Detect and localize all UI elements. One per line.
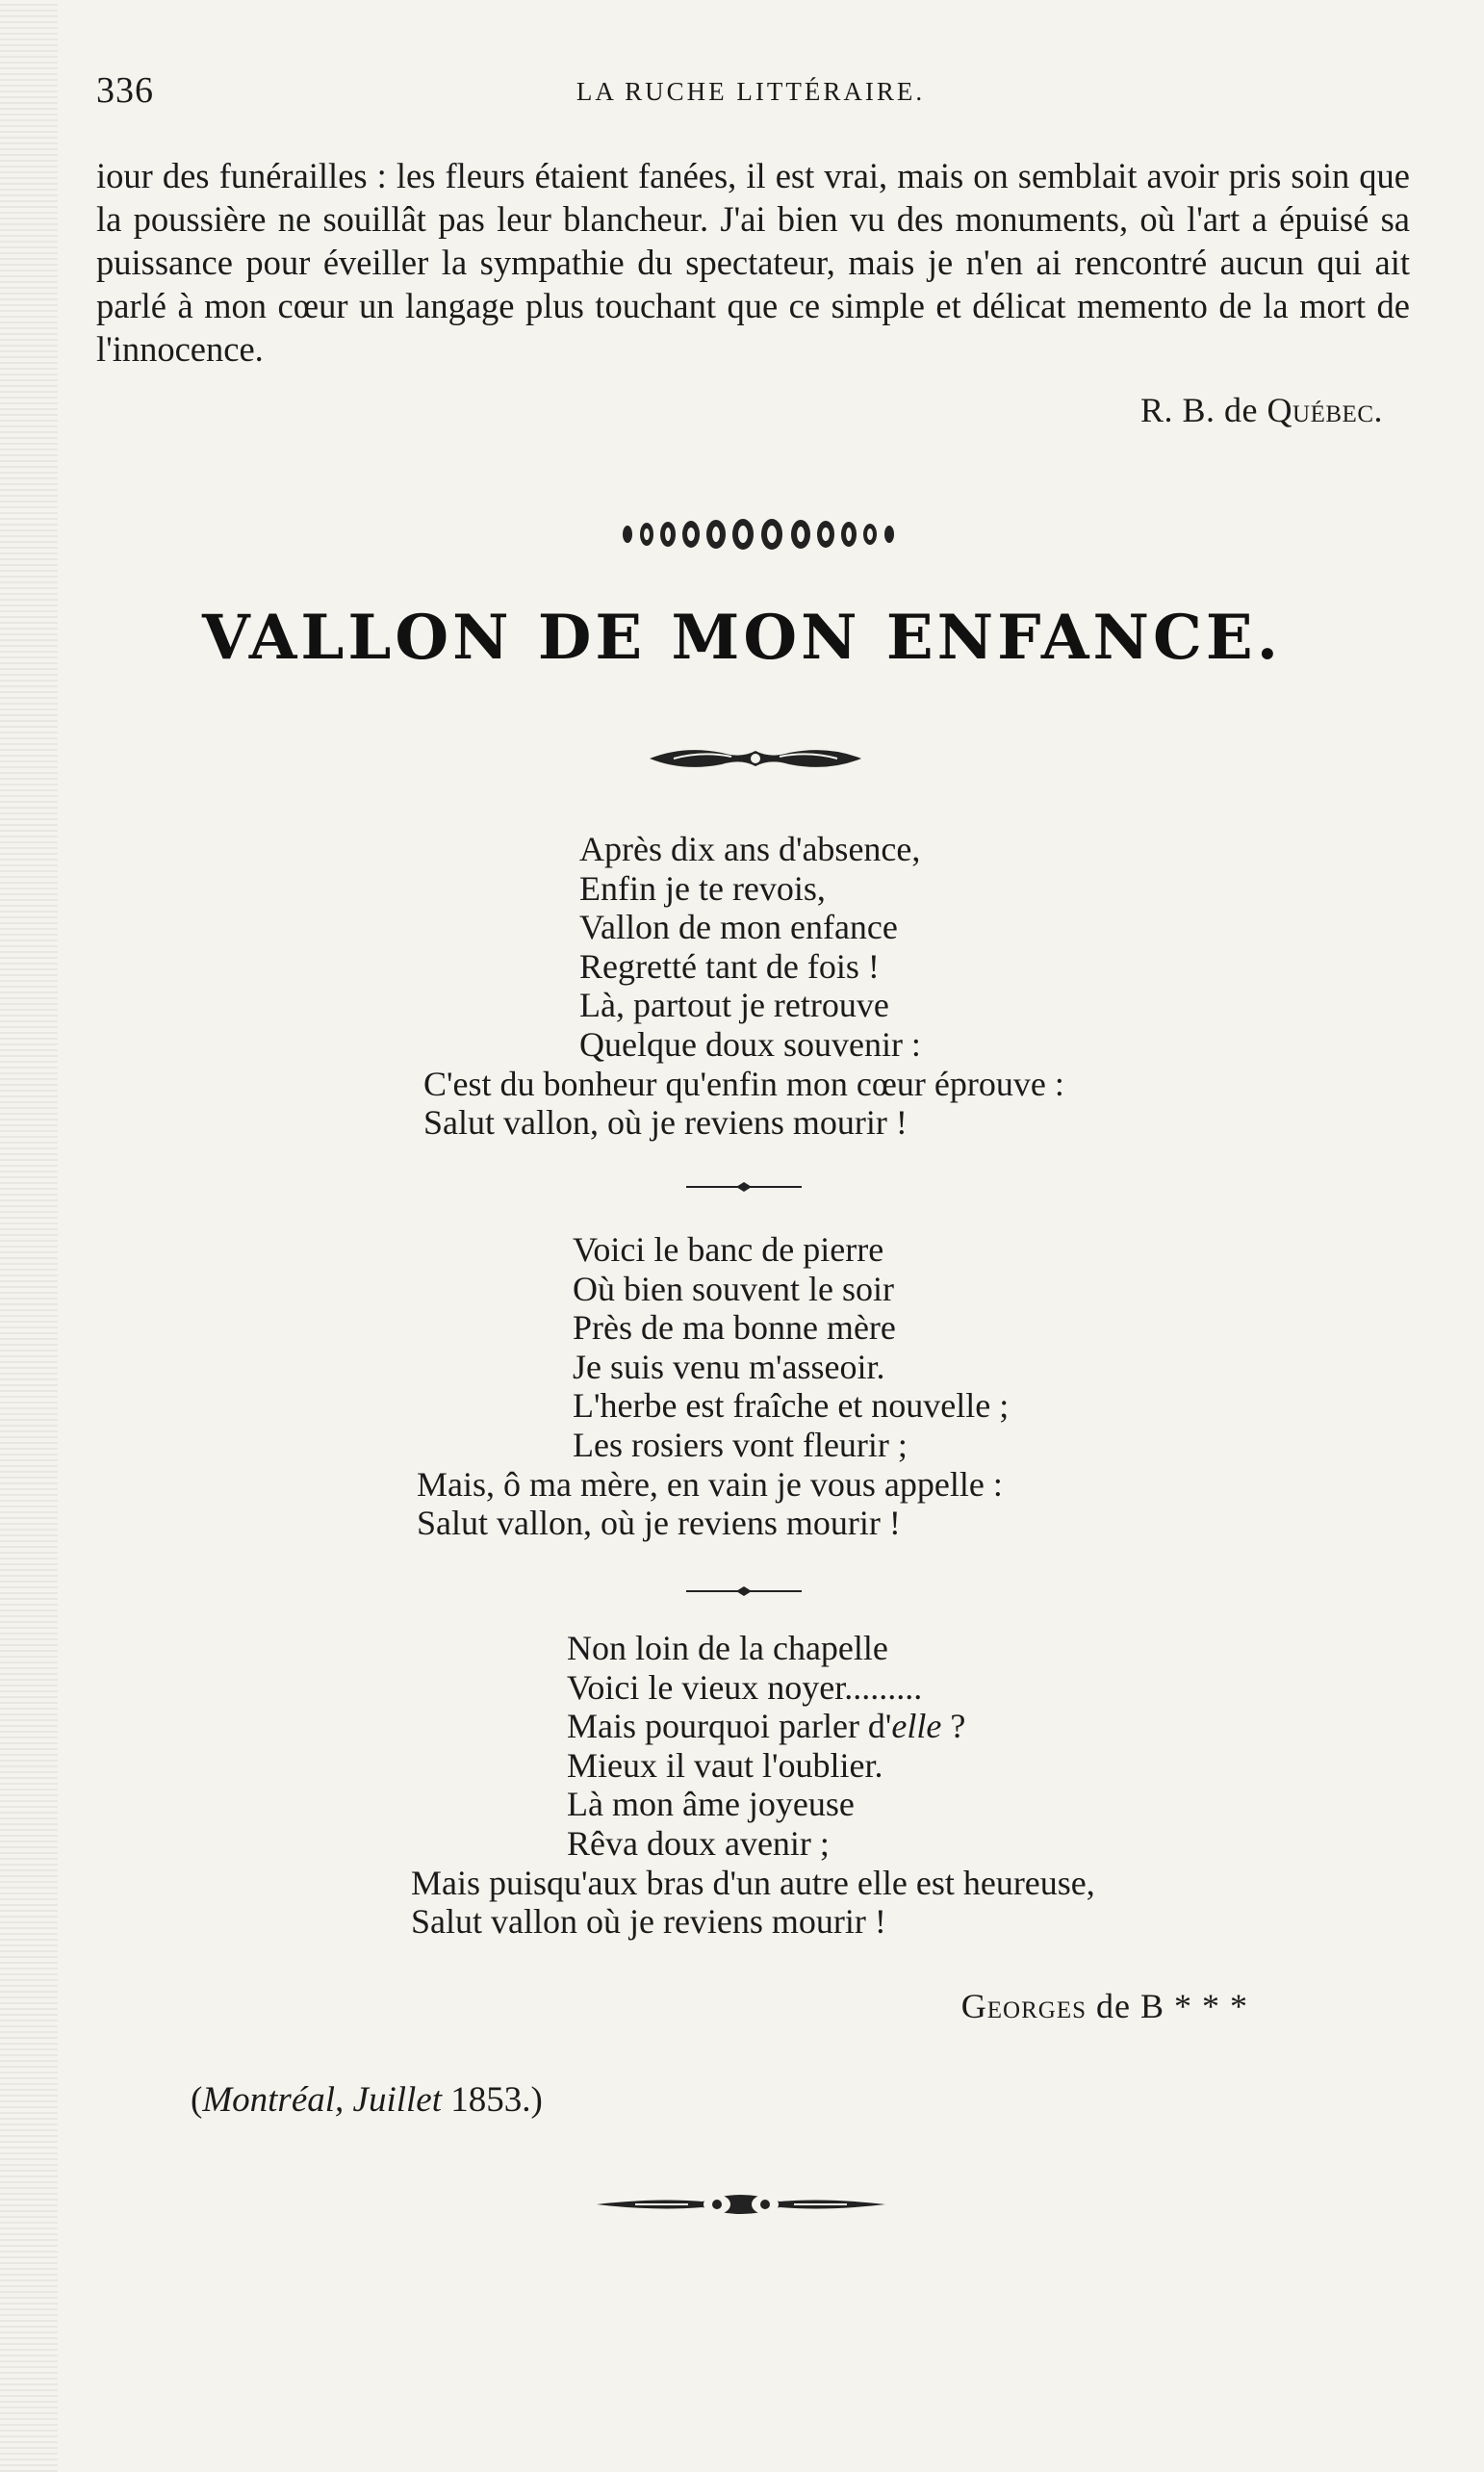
stanza-line: C'est du bonheur qu'enfin mon cœur éprouve :	[423, 1064, 1064, 1103]
author-rest: de B * * *	[1096, 1987, 1248, 2025]
stanza-line: Mais puisqu'aux bras d'un autre elle est heureuse,	[411, 1863, 1095, 1902]
stanza-line: Rêva doux avenir ;	[567, 1823, 830, 1863]
running-head: LA RUCHE LITTÉRAIRE.	[576, 77, 926, 106]
poem-stanza-2	[417, 1230, 1009, 1543]
signature-initials: R. B. de	[1140, 391, 1259, 429]
top-ornament-icon	[616, 515, 905, 554]
stanza-line: Les rosiers vont fleurir ;	[573, 1425, 908, 1464]
line-punctuation: ?	[941, 1707, 966, 1746]
poem-author	[961, 1986, 1248, 2026]
poem-title: VALLON DE MON ENFANCE.	[202, 602, 1282, 674]
dateline-year: 1853.)	[442, 2080, 543, 2120]
line-text: Mais pourquoi parler d'	[567, 1707, 892, 1746]
stanza-line: Voici le vieux noyer.........	[567, 1667, 923, 1707]
stanza-line	[411, 1707, 1095, 1746]
poem-stanza-1	[423, 830, 1064, 1143]
stanza-line: Quelque doux souvenir :	[579, 1024, 921, 1064]
stanza-line: Là, partout je retrouve	[579, 986, 889, 1025]
stanza-line: Non loin de la chapelle	[567, 1629, 888, 1667]
stanza-line: Voici le banc de pierre	[573, 1230, 884, 1269]
dateline-place: Montréal, Juillet	[202, 2080, 442, 2120]
bottom-ornament-icon	[597, 2180, 885, 2228]
stanza-line: Mais, ô ma mère, en vain je vous appelle :	[417, 1464, 1003, 1504]
stanza-line: Vallon de mon enfance	[579, 908, 898, 947]
prose-paragraph-block	[96, 154, 1410, 371]
prose-paragraph: iour des funérailles : les fleurs étaient fanées, il est vrai, mais on semblait avoir pris soin que la poussière ne souillât pas leur blancheur. J'ai bien vu des monuments, où l'art a épuisé sa puissance pour éveiller la sympathie du spectateur, mais je n'en ai rencontré aucun qui ait parlé à mon cœur un langage plus touchant que ce simple et délicat memento de la mort de l'innocence.	[96, 156, 1410, 369]
page-header	[96, 69, 1405, 117]
stanza-line: Enfin je te revois,	[579, 868, 826, 908]
stanza-line: L'herbe est fraîche et nouvelle ;	[573, 1386, 1010, 1426]
page-number: 336	[96, 70, 154, 111]
emphasized-word: elle	[891, 1707, 942, 1746]
stanza-line: Près de ma bonne mère	[573, 1308, 896, 1348]
stanza-line: Là mon âme joyeuse	[567, 1785, 855, 1824]
dateline-open: (	[191, 2080, 203, 2120]
stanza-line: Regretté tant de fois !	[579, 946, 880, 986]
stanza-divider-icon	[686, 1179, 802, 1195]
poem-stanza-3	[411, 1629, 1095, 1942]
author-first-name: Georges	[960, 1987, 1087, 2025]
stanza-line: Mieux il vaut l'oublier.	[567, 1745, 883, 1785]
stanza-divider-icon	[686, 1584, 802, 1599]
stanza-line: Salut vallon, où je reviens mourir !	[423, 1103, 908, 1143]
title-ornament-icon	[645, 739, 866, 778]
stanza-line: Je suis venu m'asseoir.	[573, 1347, 885, 1386]
stanza-line: Où bien souvent le soir	[573, 1269, 894, 1308]
stanza-line: Après dix ans d'absence,	[579, 830, 921, 868]
stanza-line: Salut vallon où je reviens mourir !	[411, 1902, 886, 1942]
stanza-line: Salut vallon, où je reviens mourir !	[417, 1504, 901, 1543]
prose-signature	[1140, 390, 1383, 430]
poem-dateline	[191, 2079, 543, 2121]
signature-place: Québec.	[1267, 391, 1383, 429]
